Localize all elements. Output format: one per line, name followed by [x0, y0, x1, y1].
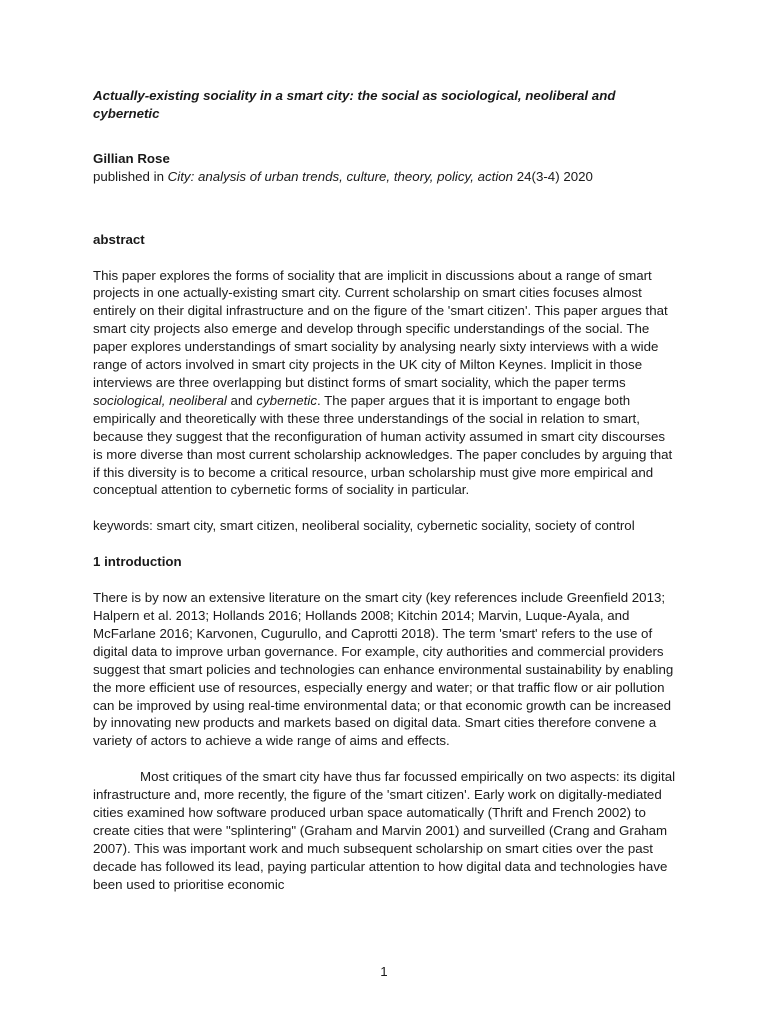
- abstract-heading: abstract: [93, 231, 145, 247]
- keywords-line: keywords: smart city, smart citizen, neoliberal sociality, cybernetic sociality, society of control: [93, 518, 635, 534]
- introduction-heading: 1 introduction: [93, 554, 182, 570]
- publication-details: 24(3-4) 2020: [513, 168, 593, 184]
- abstract-text-part3: . The paper argues that it is important to engage both empirically and theoretically with these three understandings of the social in relation to smart, because they suggest that the reconfiguration of human activity assumed in smart city discourses is more diverse than most current scholarship acknowledges. The paper concludes by arguing that if this diversity is to become a critical resource, urban scholarship must give more empirical and conceptual attention to cybernetic forms of sociality in particular.: [93, 392, 673, 498]
- author-name: Gillian Rose: [93, 150, 170, 166]
- abstract-text-part2: and: [226, 392, 257, 408]
- abstract-paragraph: [93, 267, 678, 500]
- publication-info: [93, 168, 678, 186]
- page-content: [93, 87, 678, 894]
- intro-paragraph-2: Most critiques of the smart city have thus far focussed empirically on two aspects: its digital infrastructure and, more recently, the figure of the 'smart citizen'. Early work on digitally-mediated cities examined how software produced urban space automatically (Thrift and French 2002) to create cities that were "splintering" (Graham and Marvin 2001) and surveilled (Crang and Graham 2007). This was important work and much subsequent scholarship on smart cities over the past decade has followed its lead, paying particular attention to how digital data and technologies have been used to prioritise economic: [93, 769, 676, 892]
- abstract-text-part1: This paper explores the forms of sociality that are implicit in discussions about a range of smart projects in one actually-existing smart city. Current scholarship on smart cities focuses almost entirely on their digital infrastructure and on the figure of the 'smart citizen'. This paper argues that smart city projects also emerge and develop through specific understandings of the social. The paper explores understandings of smart sociality by analysing nearly sixty interviews with a wide range of actors involved in smart city projects in the UK city of Milton Keynes. Implicit in those interviews are three overlapping but distinct forms of smart sociality, which the paper terms: [93, 267, 668, 390]
- paper-title: Actually-existing sociality in a smart city: the social as sociological, neoliberal and cybernetic: [93, 88, 616, 121]
- intro-paragraph-1: There is by now an extensive literature on the smart city (key references include Greenfield 2013; Halpern et al. 2013; Hollands 2016; Hollands 2008; Kitchin 2014; Marvin, Luque-Ayala, and McFarlane 2016; Karvonen, Cugurullo, and Caprotti 2018). The term 'smart' refers to the use of digital data to improve urban governance. For example, city authorities and commercial providers suggest that smart policies and technologies can enhance environmental sustainability by enabling the more efficient use of resources, especially energy and water; or that traffic flow or air pollution can be improved by using real-time environmental data; or that economic growth can be increased by innovating new products and markets based on digital data. Smart cities therefore convene a variety of actors to achieve a wide range of aims and effects.: [93, 590, 674, 749]
- page-number: 1: [380, 964, 388, 979]
- abstract-emphasis-2: cybernetic: [256, 392, 317, 408]
- journal-name: City: analysis of urban trends, culture, theory, policy, action: [167, 168, 514, 184]
- abstract-emphasis-1: sociological, neoliberal: [93, 392, 227, 408]
- publication-prefix: published in: [93, 168, 168, 184]
